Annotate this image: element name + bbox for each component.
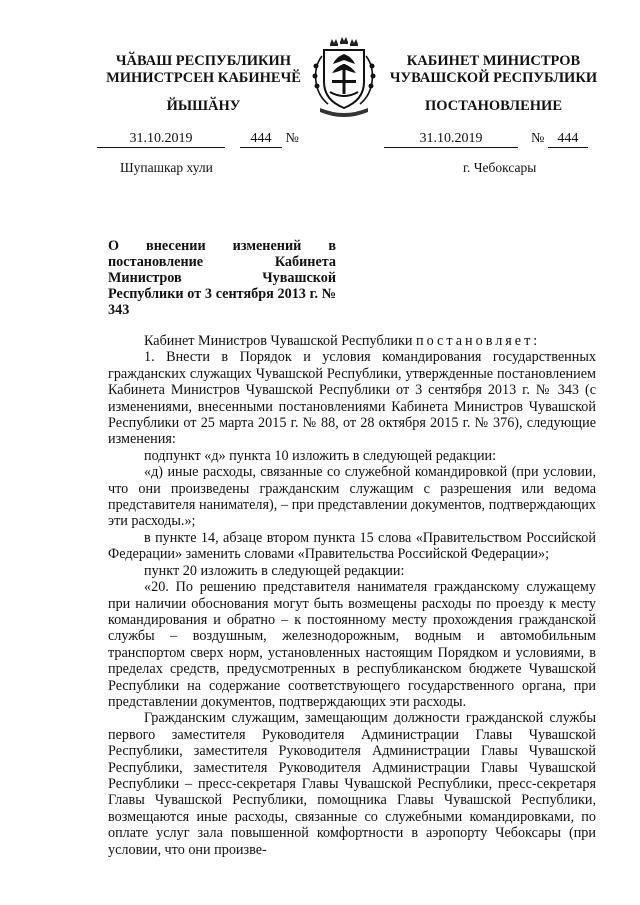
coat-of-arms-emblem	[302, 36, 386, 120]
right-number-sign: №	[531, 131, 545, 146]
intro-text: Кабинет Министров Чувашской Республики	[144, 333, 413, 349]
body-paragraph: «д) иные расходы, связанные со служебной командировкой (при условии, что они произведены гражданским служащим с разрешения или ведома представителя нанимателя), – при представлении документов, подтверждающих эти расходы.»;	[108, 464, 596, 530]
body-paragraph: подпункт «д» пункта 10 изложить в следующей редакции:	[144, 447, 497, 464]
intro-paragraph	[108, 333, 596, 349]
header-right-line2: ЧУВАШСКОЙ РЕСПУБЛИКИ	[389, 70, 598, 86]
left-city: Шупашкар хули	[120, 160, 213, 175]
left-number: 444	[240, 131, 282, 148]
left-date: 31.10.2019	[97, 131, 225, 148]
right-number: 444	[548, 131, 588, 148]
body-paragraph: 1. Внести в Порядок и условия командирования государственных гражданских служащих Чувашской Республики, утвержденные постановлением Кабинета Министров Чувашской Республики от 3 сентября 2013 г. № 343 (с изменениями, внесенными постановлениями Кабинета Министров Чувашской Республики от 25 марта 2015 г. № 88, от 28 октября 2015 г. № 376), следующие изменения:	[108, 349, 596, 448]
body-paragraph: в пункте 14, абзаце втором пункта 15 слова «Правительством Российской Федерации» заменить словами «Правительства Российской Федерации»;	[108, 529, 596, 563]
right-date: 31.10.2019	[384, 131, 518, 148]
header-left-line2: МИНИСТРСЕН КАБИНЕЧӖ	[106, 70, 301, 86]
header-right-authority	[386, 53, 601, 87]
body-paragraph: Гражданским служащим, замещающим должности гражданской службы первого заместителя Руководителя Администрации Главы Чувашской Республики, заместителя Руководителя Администрации Главы Чувашской Республики, заместителя Руководителя Администрации Главы Чувашской Республики – пресс-секретаря Главы Чувашской Республики, пресс-секретаря Главы Чувашской Республики, помощника Главы Чувашской Республики, возмещаются иные расходы, связанные со служебными командировками, по оплате услуг зала повышенной комфортности в аэропорту Чебоксары (при условии, что они произве-	[108, 710, 596, 858]
right-date-number	[384, 131, 588, 148]
left-number-sign: №	[285, 131, 299, 146]
header-left-kind: ЙЫШӐНУ	[166, 98, 241, 114]
header-left-line1: ЧӐВАШ РЕСПУБЛИКИН	[115, 53, 292, 69]
header-right-kind: ПОСТАНОВЛЕНИЕ	[424, 98, 562, 114]
header-left-authority	[96, 53, 311, 87]
body-paragraph: «20. По решению представителя нанимателя гражданскому служащему при наличии обоснования могут быть возмещены расходы по проезду к месту командирования и обратно – к постоянному месту прохождения гражданской службы – воздушным, железнодорожным, водным и автомобильным транспортом сверх норм, установленных настоящим Порядком и условиями, в пределах средств, предусмотренных в республиканском бюджете Чувашской Республики на содержание соответствующего государственного органа, при представлении документов, подтверждающих эти расходы.	[108, 579, 596, 710]
document-title: О внесении изменений в постановление Кабинета Министров Чувашской Республики от 3 сентября 2013 г. № 343	[108, 238, 336, 318]
header-right-line1: КАБИНЕТ МИНИСТРОВ	[406, 53, 581, 69]
right-city: г. Чебоксары	[463, 160, 537, 175]
left-date-number	[97, 131, 299, 148]
body-paragraph: пункт 20 изложить в следующей редакции:	[144, 562, 405, 579]
document-body	[108, 333, 596, 858]
intro-verb: постановляет:	[416, 333, 541, 349]
